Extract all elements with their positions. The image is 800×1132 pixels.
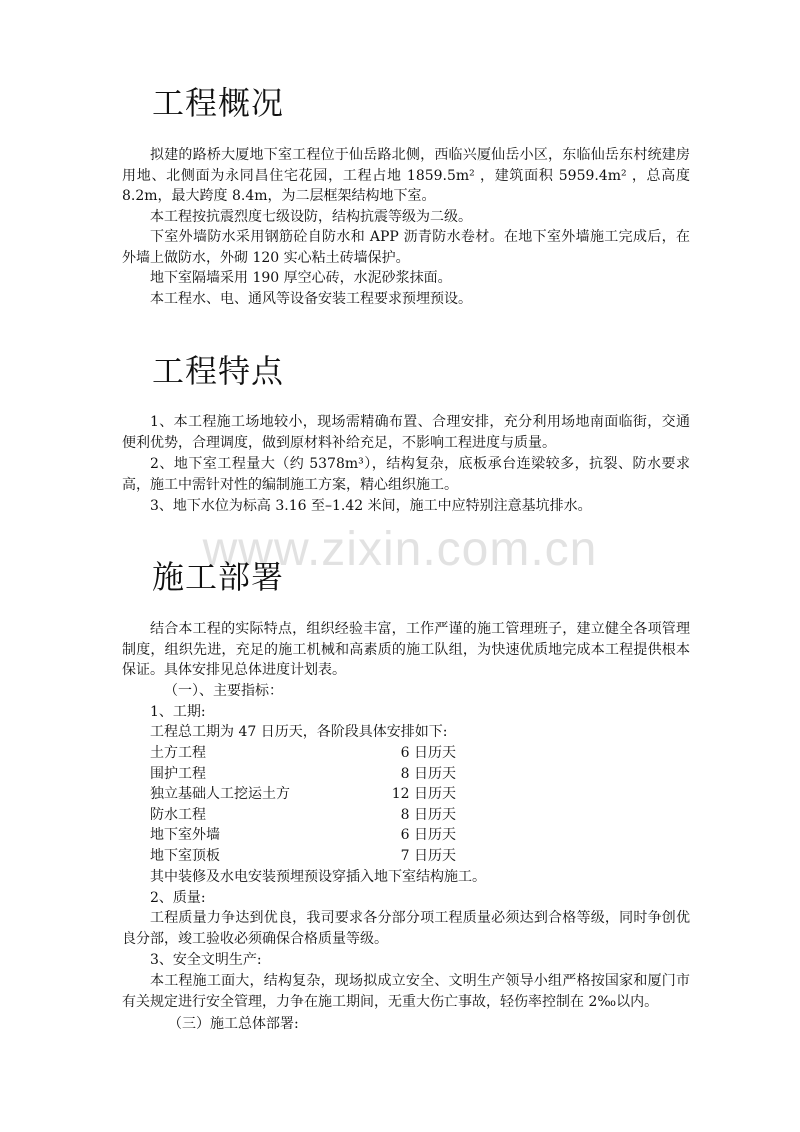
paragraph: 结合本工程的实际特点，组织经验丰富，工作严谨的施工管理班子，建立健全各项管理制度，组织先进，充足的施工机械和高素质的施工队组，为快速优质地完成本工程提供根本保证。具体安排见总体进度计划表。 bbox=[122, 621, 690, 678]
paragraph: 本工程施工面大，结构复杂，现场拟成立安全、文明生产领导小组严格按国家和厦门市有关规定进行安全管理，力争在施工期间，无重大伤亡事故，轻伤率控制在 2‰以内。 bbox=[122, 973, 690, 1010]
heading-overview: 工程概况 bbox=[152, 84, 285, 122]
item-quality: 2、质量: bbox=[150, 890, 206, 906]
schedule-row-name: 独立基础人工挖运土方 bbox=[150, 786, 290, 802]
subheading-main-indicators: （一）、主要指标： bbox=[164, 683, 283, 699]
paragraph: 3、地下水位为标高 3.16 至–1.42 米间，施工中应特别注意基坑排水。 bbox=[150, 498, 592, 514]
paragraph: 工程质量力争达到优良，我司要求各分部分项工程质量必须达到合格等级，同时争创优良分部，竣工验收必须确保合格质量等级。 bbox=[122, 910, 690, 947]
heading-deployment: 施工部署 bbox=[152, 558, 285, 596]
schedule-note: 其中装修及水电安装预埋预设穿插入地下室结构施工。 bbox=[150, 869, 486, 885]
item-safety: 3、安全文明生产: bbox=[150, 952, 262, 968]
paragraph: 本工程水、电、通风等设备安装工程要求预埋预设。 bbox=[150, 291, 472, 307]
schedule-row-name: 防水工程 bbox=[150, 807, 206, 823]
schedule-row-days: 6 日历天 bbox=[400, 827, 456, 843]
item-schedule: 1、工期: bbox=[150, 704, 206, 720]
schedule-row-days: 6 日历天 bbox=[400, 745, 456, 761]
schedule-row-name: 地下室顶板 bbox=[150, 848, 220, 864]
schedule-row-name: 土方工程 bbox=[150, 745, 206, 761]
paragraph: 2、地下室工程量大（约 5378m³），结构复杂，底板承台连梁较多，抗裂、防水要求高，施工中需针对性的编制施工方案，精心组织施工。 bbox=[122, 456, 690, 493]
schedule-row-days: 12 日历天 bbox=[391, 786, 456, 802]
schedule-row-days: 8 日历天 bbox=[400, 766, 456, 782]
watermark: www.zixin.com.cn bbox=[202, 523, 598, 576]
paragraph: 1、本工程施工场地较小，现场需精确布置、合理安排，充分利用场地南面临街，交通便利优势，合理调度，做到原材料补给充足，不影响工程进度与质量。 bbox=[122, 414, 690, 451]
paragraph: 下室外墙防水采用钢筋砼自防水和 APP 沥青防水卷材。在地下室外墙施工完成后，在外墙上做防水，外砌 120 实心粘土砖墙保护。 bbox=[122, 229, 690, 266]
paragraph: 地下室隔墙采用 190 厚空心砖，水泥砂浆抹面。 bbox=[150, 270, 452, 286]
subheading-overall-deployment: （三）施工总体部署: bbox=[168, 1016, 299, 1032]
schedule-row-days: 7 日历天 bbox=[400, 848, 456, 864]
schedule-row-days: 8 日历天 bbox=[400, 807, 456, 823]
paragraph: 拟建的路桥大厦地下室工程位于仙岳路北侧，西临兴厦仙岳小区，东临仙岳东村统建房用地、北侧面为永同昌住宅花园，工程占地 1859.5m² ，建筑面积 5959.4m² ，总高度 8.2m，最大跨度 8.4m，为二层框架结构地下室。 bbox=[122, 147, 690, 204]
paragraph: 本工程按抗震烈度七级设防，结构抗震等级为二级。 bbox=[150, 209, 472, 225]
schedule-row-name: 地下室外墙 bbox=[150, 827, 220, 843]
schedule-row-name: 围护工程 bbox=[150, 766, 206, 782]
schedule-intro: 工程总工期为 47 日历天，各阶段具体安排如下: bbox=[150, 724, 448, 740]
heading-features: 工程特点 bbox=[152, 352, 285, 390]
